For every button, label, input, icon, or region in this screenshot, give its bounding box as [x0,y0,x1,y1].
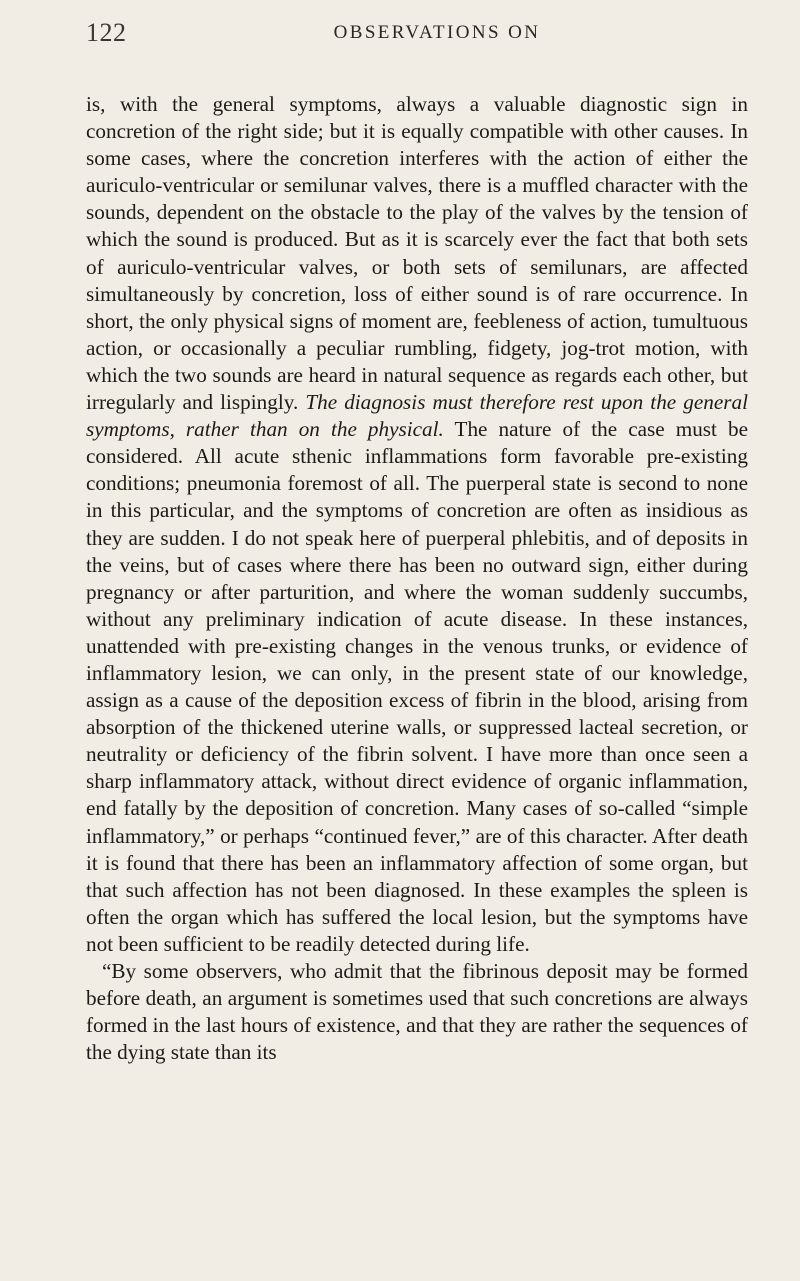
paragraph-1-text-b: The nature of the case must be considered. All acute sthenic inflammations form favorable pre-existing conditions; pneumonia foremost of all. The puerperal state is second to none in this particular, and the symptoms of concretion are often as insidious as they are sudden. I do not speak here of puerperal phlebitis, and of deposits in the veins, but of cases where there has been no outward sign, either during pregnancy or after parturition, and where the woman suddenly succumbs, without any preliminary indication of acute disease. In these instances, unattended with pre-existing changes in the venous trunks, or evidence of inflammatory lesion, we can only, in the present state of our knowledge, assign as a cause of the deposition excess of fibrin in the blood, arising from absorption of the thickened uterine walls, or suppressed lacteal secretion, or neutrality or deficiency of the fibrin solvent. I have more than once seen a sharp inflammatory attack, without direct evidence of organic inflammation, end fatally by the deposition of concretion. Many cases of so-called “simple inflammatory,” or perhaps “continued fever,” are of this character. After death it is found that there has been an inflammatory affection of some organ, but that such affection has not been diagnosed. In these examples the spleen is often the organ which has suffered the local lesion, but the symptoms have not been sufficient to be readily detected during life. [86,417,748,956]
running-head: OBSERVATIONS ON [333,22,541,43]
page-header [86,18,748,58]
page-number: 122 [86,18,127,47]
paragraph-1 [86,91,748,958]
paragraph-1-italic-text: The diagnosis must therefore rest upon the general symptoms, rather than on the physical. [86,390,748,442]
paragraph-2: “By some observers, who admit that the fibrinous deposit may be formed before death, an argument is sometimes used that such concretions are always formed in the last hours of existence, and that they are rather the sequences of the dying state than its [86,959,748,1065]
body-text [86,91,748,1066]
paragraph-1-text-a: is, with the general symptoms, always a valuable diagnostic sign in concretion of the right side; but it is equally compatible with other causes. In some cases, where the concretion interferes with the action of either the auriculo-ventricular or semilunar valves, there is a muffled character with the sounds, dependent on the obstacle to the play of the valves by the tension of which the sound is produced. But as it is scarcely ever the fact that both sets of auriculo-ventricular valves, or both sets of semilunars, are affected simultaneously by concretion, loss of either sound is of rare occurrence. In short, the only physical signs of moment are, feebleness of action, tumultuous action, or occasionally a peculiar rumbling, fidgety, jog-trot motion, with which the two sounds are heard in natural sequence as regards each other, but irregularly and lispingly. [86,92,748,415]
